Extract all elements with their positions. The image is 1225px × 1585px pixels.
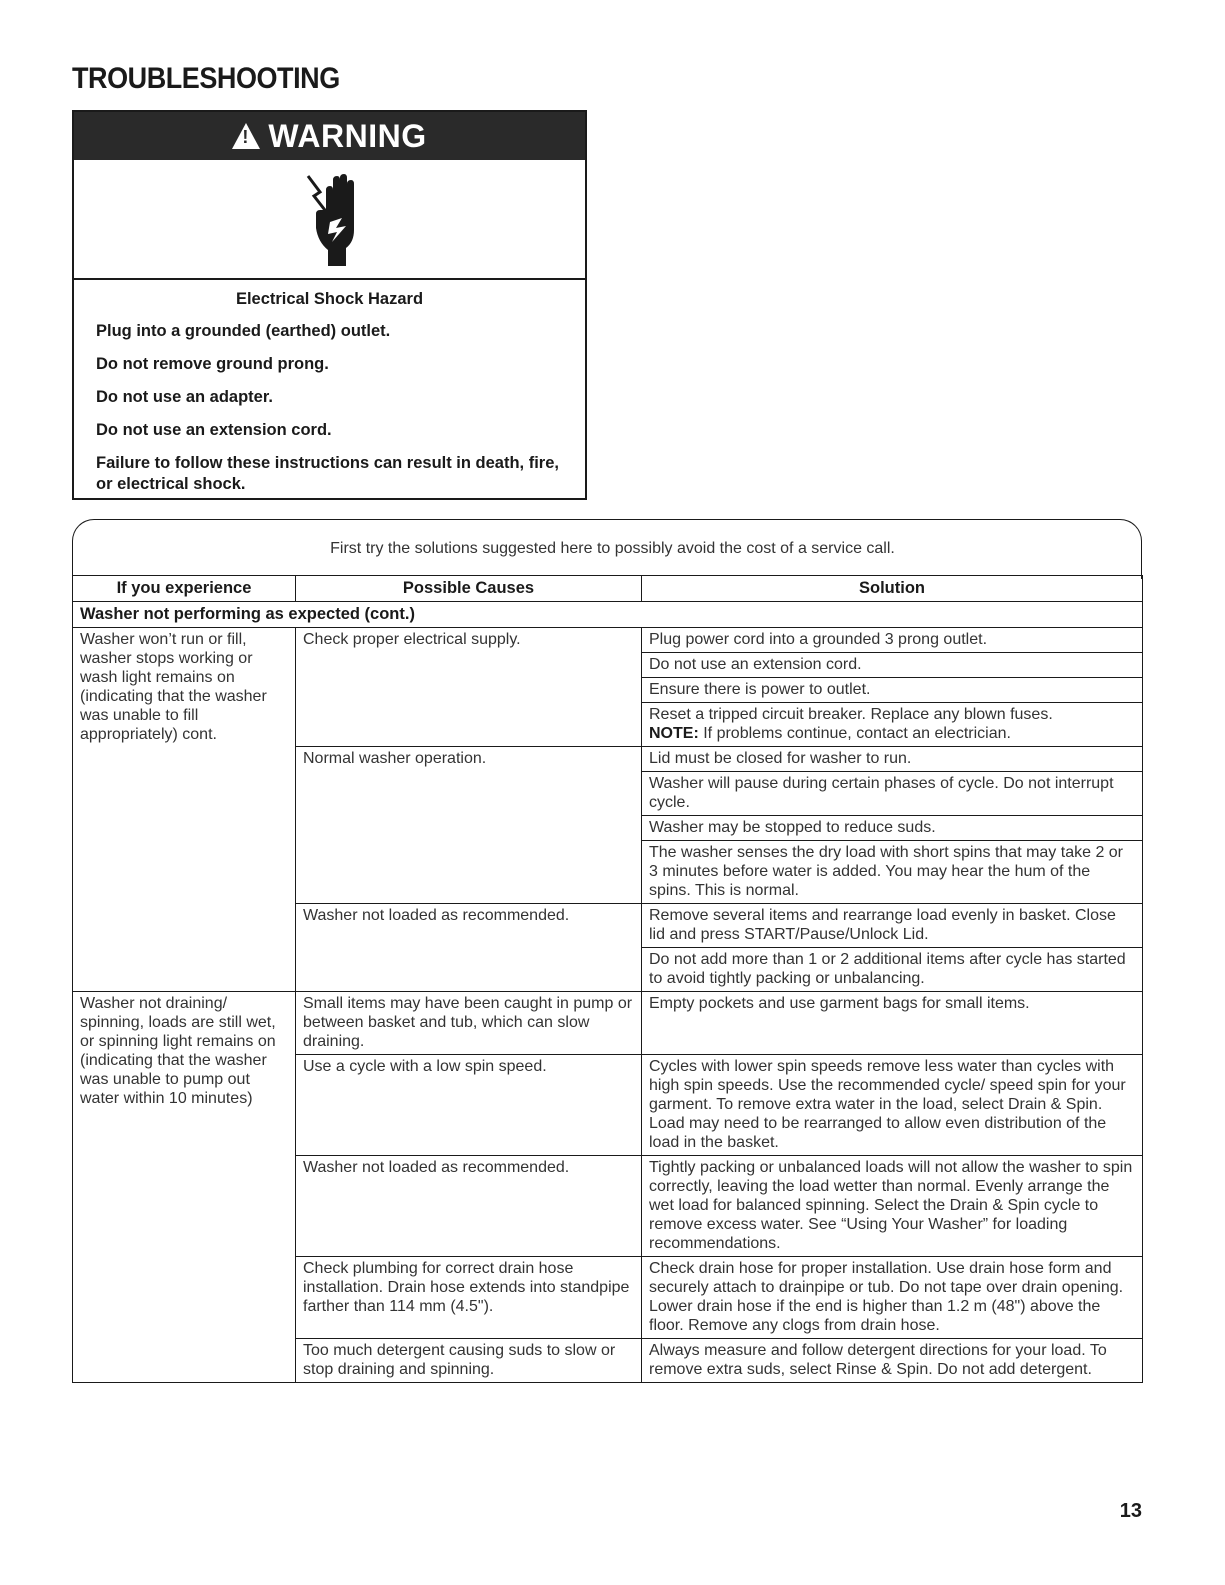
warning-line: Do not use an extension cord. xyxy=(96,421,332,439)
warning-box xyxy=(72,110,587,500)
cause-cell: Washer not loaded as recommended. xyxy=(296,1156,642,1257)
solution-cell: Ensure there is power to outlet. xyxy=(642,678,1143,703)
experience-cell: Washer not draining/ spinning, loads are still wet, or spinning light remains on (indicating that the washer was unable to pump out water within 10 minutes) xyxy=(73,992,296,1383)
warning-text xyxy=(96,290,563,495)
note-label: NOTE: xyxy=(649,725,699,742)
cause-cell: Too much detergent causing suds to slow or stop draining and spinning. xyxy=(296,1339,642,1383)
solution-cell: Always measure and follow detergent directions for your load. To remove extra suds, select Rinse & Spin. Do not add detergent. xyxy=(642,1339,1143,1383)
warning-triangle-icon xyxy=(232,123,260,149)
solution-cell: Plug power cord into a grounded 3 prong outlet. xyxy=(642,628,1143,653)
electrical-shock-hand-icon xyxy=(306,170,366,270)
cause-cell: Small items may have been caught in pump or between basket and tub, which can slow draining. xyxy=(296,992,642,1055)
section-row xyxy=(73,602,1143,628)
column-header: Possible Causes xyxy=(296,576,642,602)
note-text: If problems continue, contact an electrician. xyxy=(698,725,1011,742)
column-header: Solution xyxy=(642,576,1143,602)
column-header: If you experience xyxy=(73,576,296,602)
experience-cell: Washer won’t run or fill, washer stops working or wash light remains on (indicating that the washer was unable to fill appropriately) cont. xyxy=(73,628,296,992)
warning-line: Plug into a grounded (earthed) outlet. xyxy=(96,322,391,340)
warning-line: Do not remove ground prong. xyxy=(96,355,329,373)
solution-cell: Do not add more than 1 or 2 additional items after cycle has started to avoid tightly packing or unbalancing. xyxy=(642,948,1143,992)
warning-title: WARNING xyxy=(268,117,427,154)
solution-cell: Washer will pause during certain phases of cycle. Do not interrupt cycle. xyxy=(642,772,1143,816)
solution-cell: Empty pockets and use garment bags for small items. xyxy=(642,992,1143,1055)
hazard-title: Electrical Shock Hazard xyxy=(235,290,424,308)
warning-banner xyxy=(74,112,585,160)
solution-cell: Washer may be stopped to reduce suds. xyxy=(642,816,1143,841)
warning-line: Do not use an adapter. xyxy=(96,388,273,406)
section-title: Washer not performing as expected (cont.) xyxy=(73,602,1143,628)
table-header-row xyxy=(73,576,1143,602)
solution-text: Reset a tripped circuit breaker. Replace any blown fuses. xyxy=(649,706,1053,723)
solution-cell: Check drain hose for proper installation. Use drain hose form and securely attach to drainpipe or tub. Do not tape over drain opening. Lower drain hose if the end is higher than 1.2 m (48") above the floor. Remove any clogs from drain hose. xyxy=(642,1257,1143,1339)
table-row xyxy=(73,628,1143,653)
solution-cell: Remove several items and rearrange load evenly in basket. Close lid and press START/Pause/Unlock Lid. xyxy=(642,904,1143,948)
cause-cell: Normal washer operation. xyxy=(296,747,642,904)
cause-cell: Check proper electrical supply. xyxy=(296,628,642,747)
solution-cell: Tightly packing or unbalanced loads will not allow the washer to spin correctly, leaving the load wetter than normal. Evenly arrange the wet load for balanced spinning. Select the Drain & Spin cycle to remove excess water. See “Using Your Washer” for loading recommendations. xyxy=(642,1156,1143,1257)
page-number: 13 xyxy=(1119,1500,1142,1522)
solution-cell xyxy=(642,703,1143,747)
cause-cell: Check plumbing for correct drain hose installation. Drain hose extends into standpipe farther than 114 mm (4.5"). xyxy=(296,1257,642,1339)
solution-cell: Cycles with lower spin speeds remove less water than cycles with high spin speeds. Use the recommended cycle/ speed spin for your garment. To remove extra water in the load, select Drain & Spin. Load may need to be rearranged to allow even distribution of the load in the basket. xyxy=(642,1055,1143,1156)
troubleshooting-table xyxy=(72,575,1143,1383)
cause-cell: Washer not loaded as recommended. xyxy=(296,904,642,992)
cause-cell: Use a cycle with a low spin speed. xyxy=(296,1055,642,1156)
warning-line: Failure to follow these instructions can result in death, fire, or electrical shock. xyxy=(96,454,559,493)
page-title: TROUBLESHOOTING xyxy=(72,62,340,95)
solution-cell: Lid must be closed for washer to run. xyxy=(642,747,1143,772)
intro-text: First try the solutions suggested here to possibly avoid the cost of a service call. xyxy=(330,540,895,557)
hazard-symbol-area xyxy=(74,160,585,280)
table-row xyxy=(73,992,1143,1055)
solution-cell: The washer senses the dry load with short spins that may take 2 or 3 minutes before water is added. You may hear the hum of the spins. This is normal. xyxy=(642,841,1143,904)
solution-cell: Do not use an extension cord. xyxy=(642,653,1143,678)
